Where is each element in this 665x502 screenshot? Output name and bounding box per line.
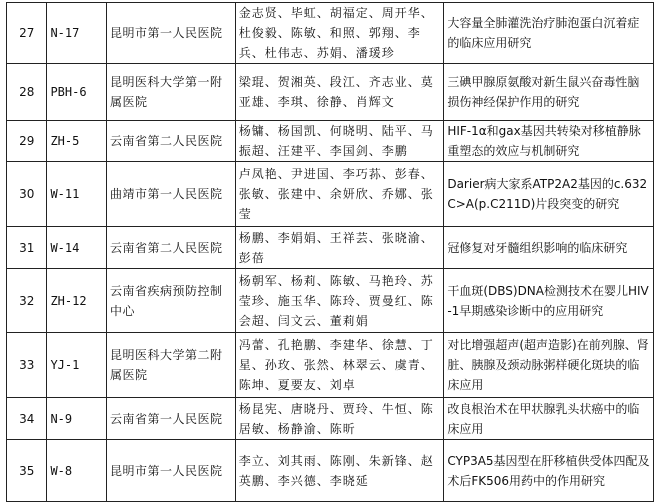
table-row	[7, 64, 654, 121]
project-title: 三碘甲腺原氨酸对新生鼠兴奋毒性脑损伤神经保护作用的研究	[444, 64, 654, 121]
project-code: ZH-5	[47, 121, 107, 162]
row-number: 29	[7, 121, 47, 162]
table-row	[7, 269, 654, 333]
authors: 冯蕾、孔艳鹏、李建华、徐慧、丁星、孙玫、张然、林翠云、虞青、陈坤、夏要友、刘卓	[235, 333, 444, 398]
institution: 昆明市第一人民医院	[107, 3, 236, 64]
table-row	[7, 3, 654, 64]
project-code: W-11	[47, 162, 107, 227]
row-number: 28	[7, 64, 47, 121]
project-title: 改良根治术在甲状腺乳头状癌中的临床应用	[444, 398, 654, 440]
project-code: N-17	[47, 3, 107, 64]
institution: 云南省第二人民医院	[107, 121, 236, 162]
project-code: PBH-6	[47, 64, 107, 121]
project-code: YJ-1	[47, 333, 107, 398]
row-number: 35	[7, 440, 47, 502]
project-title: 干血斑(DBS)DNA检测技术在婴儿HIV-1早期感染诊断中的应用研究	[444, 269, 654, 333]
institution: 昆明医科大学第二附属医院	[107, 333, 236, 398]
row-number: 31	[7, 227, 47, 269]
institution: 云南省疾病预防控制中心	[107, 269, 236, 333]
project-code: ZH-12	[47, 269, 107, 333]
project-title: Darier病大家系ATP2A2基因的c.632C>A(p.C211D)片段突变的研究	[444, 162, 654, 227]
project-code: W-8	[47, 440, 107, 502]
table-body	[7, 3, 654, 502]
table-row	[7, 227, 654, 269]
authors: 杨朝军、杨莉、陈敏、马艳玲、苏莹珍、施玉华、陈玲、贾曼红、陈会超、闫文云、董莉娟	[235, 269, 444, 333]
table-row	[7, 440, 654, 502]
project-title: CYP3A5基因型在肝移植供受体四配及术后FK506用药中的作用研究	[444, 440, 654, 502]
project-code: N-9	[47, 398, 107, 440]
institution: 昆明医科大学第一附属医院	[107, 64, 236, 121]
row-number: 32	[7, 269, 47, 333]
project-code: W-14	[47, 227, 107, 269]
row-number: 33	[7, 333, 47, 398]
authors: 杨昆宪、唐晓丹、贾玲、牛恒、陈居敏、杨静渝、陈昕	[235, 398, 444, 440]
institution: 曲靖市第一人民医院	[107, 162, 236, 227]
table-row	[7, 162, 654, 227]
institution: 云南省第二人民医院	[107, 227, 236, 269]
project-title: 对比增强超声(超声造影)在前列腺、肾脏、胰腺及颈动脉粥样硬化斑块的临床应用	[444, 333, 654, 398]
row-number: 30	[7, 162, 47, 227]
project-title: HIF-1α和gax基因共转染对移植静脉重塑态的效应与机制研究	[444, 121, 654, 162]
project-title: 大容量全肺灌洗治疗肺泡蛋白沉着症的临床应用研究	[444, 3, 654, 64]
authors: 李立、刘其雨、陈刚、朱新锋、赵英鹏、李兴德、李晓延	[235, 440, 444, 502]
table-row	[7, 121, 654, 162]
authors: 卢凤艳、尹进国、李巧荪、彭春、张敏、张建中、余妍欣、乔娜、张莹	[235, 162, 444, 227]
table-row	[7, 333, 654, 398]
row-number: 34	[7, 398, 47, 440]
table-row	[7, 398, 654, 440]
institution: 云南省第一人民医院	[107, 398, 236, 440]
authors: 杨鹏、李娟娟、王祥芸、张晓渝、彭蓓	[235, 227, 444, 269]
authors: 金志贤、毕虹、胡福定、周开华、杜俊毅、陈敏、和照、郭翔、李兵、杜伟志、苏娟、潘瑗珍	[235, 3, 444, 64]
authors: 杨镛、杨国凯、何晓明、陆平、马振超、汪建平、李国剑、李鹏	[235, 121, 444, 162]
institution: 昆明市第一人民医院	[107, 440, 236, 502]
awards-table	[6, 2, 654, 502]
authors: 梁琨、贺湘英、段江、齐志业、莫亚雄、李琪、徐静、肖辉文	[235, 64, 444, 121]
project-title: 冠修复对牙髓组织影响的临床研究	[444, 227, 654, 269]
row-number: 27	[7, 3, 47, 64]
